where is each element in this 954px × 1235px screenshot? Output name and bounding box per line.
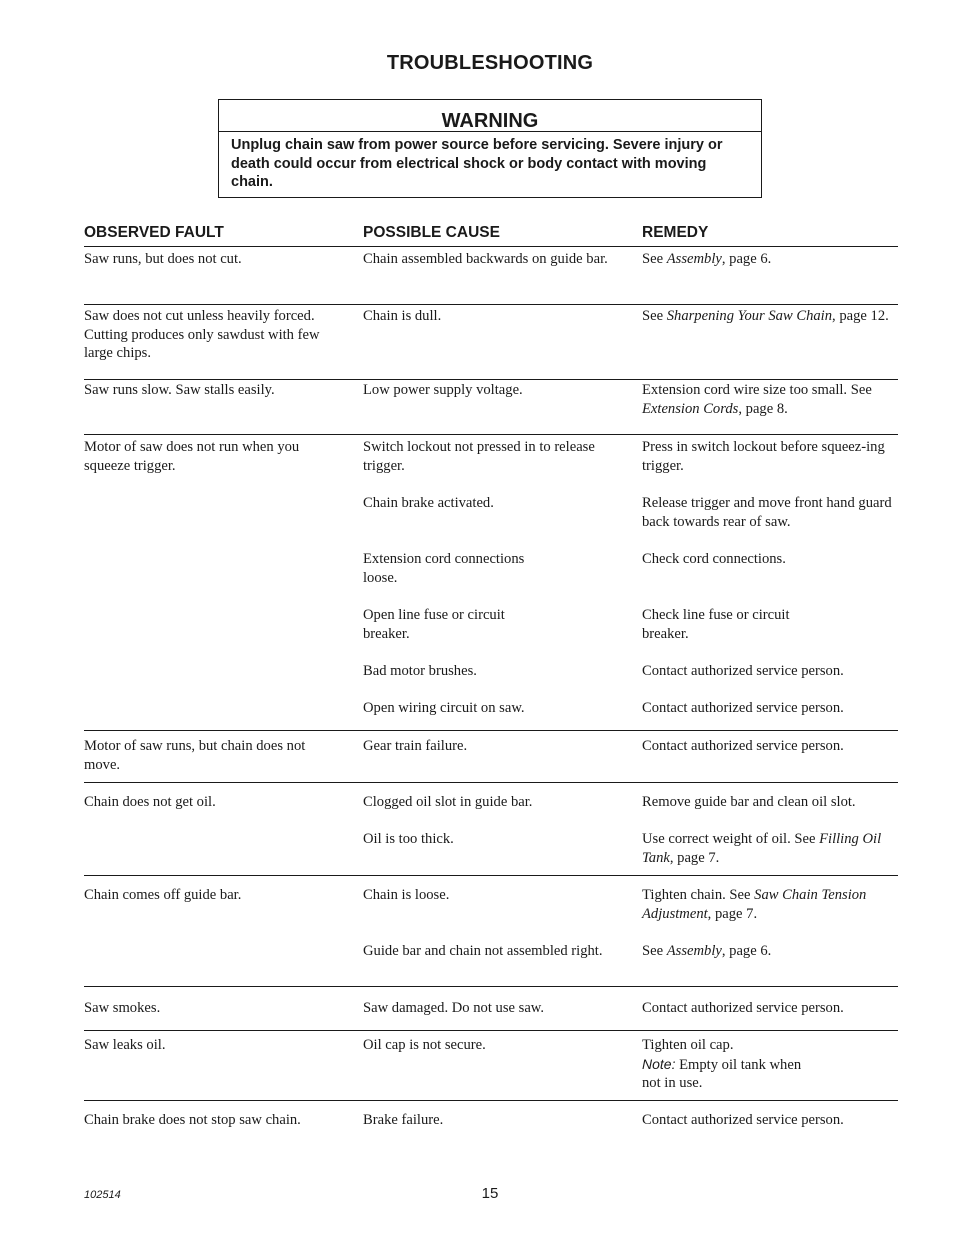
remedy-text: Check cord connections.: [642, 551, 786, 567]
remedy-text: See Assembly, page 6.: [642, 943, 772, 959]
header-observed-fault: OBSERVED FAULT: [84, 224, 224, 241]
cause-text: Chain assembled backwards on guide bar.: [363, 251, 608, 267]
header-divider: [84, 246, 898, 247]
remedy-text: Contact authorized service person.: [642, 700, 844, 716]
cause-text: Clogged oil slot in guide bar.: [363, 794, 533, 810]
cause-text: Bad motor brushes.: [363, 663, 477, 679]
cause-text: Guide bar and chain not assembled right.: [363, 943, 603, 959]
remedy-text: Contact authorized service person.: [642, 738, 844, 754]
remedy-text: Press in switch lockout before squeez-ing trigger.: [642, 439, 885, 474]
warning-text: Unplug chain saw from power source before servicing. Severe injury or death could occur from electrical shock or body contact with moving chain.: [231, 137, 723, 190]
row-divider: [84, 434, 898, 435]
remedy-text: See Sharpening Your Saw Chain, page 12.: [642, 308, 889, 324]
page-title: TROUBLESHOOTING: [386, 52, 594, 74]
fault-text: Saw smokes.: [84, 1000, 161, 1016]
document-code: 102514: [84, 1189, 121, 1201]
remedy-text: Remove guide bar and clean oil slot.: [642, 794, 856, 810]
cause-text: Low power supply voltage.: [363, 382, 523, 398]
warning-title: WARNING: [441, 110, 539, 132]
remedy-text: Tighten chain. See Saw Chain Tension Adjustment, page 7.: [642, 887, 867, 922]
fault-text: Chain comes off guide bar.: [84, 887, 242, 903]
fault-text: Saw does not cut unless heavily forced. Cutting produces only sawdust with few large chips.: [84, 308, 320, 361]
cause-text: Brake failure.: [363, 1112, 444, 1128]
row-divider: [84, 875, 898, 876]
warning-box: [218, 99, 762, 198]
fault-text: Motor of saw runs, but chain does not move.: [84, 738, 306, 773]
remedy-text: Check line fuse or circuit breaker.: [642, 607, 790, 642]
cause-text: Oil is too thick.: [363, 831, 454, 847]
cause-text: Saw damaged. Do not use saw.: [363, 1000, 545, 1016]
page-number: 15: [481, 1185, 499, 1202]
cause-text: Chain is dull.: [363, 308, 442, 324]
remedy-text: Contact authorized service person.: [642, 1000, 844, 1016]
row-divider: [84, 782, 898, 783]
remedy-text: Use correct weight of oil. See Filling Oil Tank, page 7.: [642, 831, 882, 866]
remedy-text: Contact authorized service person.: [642, 663, 844, 679]
cause-text: Switch lockout not pressed in to release trigger.: [363, 439, 595, 474]
header-remedy: REMEDY: [642, 224, 709, 241]
fault-text: Saw runs slow. Saw stalls easily.: [84, 382, 275, 398]
header-possible-cause: POSSIBLE CAUSE: [363, 224, 500, 241]
cause-text: Gear train failure.: [363, 738, 468, 754]
cause-text: Open line fuse or circuit breaker.: [363, 607, 505, 642]
row-divider: [84, 1100, 898, 1101]
remedy-text: Contact authorized service person.: [642, 1112, 844, 1128]
row-divider: [84, 304, 898, 305]
row-divider: [84, 1030, 898, 1031]
fault-text: Saw runs, but does not cut.: [84, 251, 242, 267]
fault-text: Saw leaks oil.: [84, 1037, 166, 1053]
remedy-text: Release trigger and move front hand guard back towards rear of saw.: [642, 495, 892, 530]
cause-text: Extension cord connections loose.: [363, 551, 525, 586]
warning-divider: [219, 131, 761, 132]
row-divider: [84, 986, 898, 987]
row-divider: [84, 379, 898, 380]
cause-text: Open wiring circuit on saw.: [363, 700, 525, 716]
cause-text: Chain is loose.: [363, 887, 450, 903]
remedy-text: See Assembly, page 6.: [642, 251, 772, 267]
row-divider: [84, 730, 898, 731]
fault-text: Chain does not get oil.: [84, 794, 216, 810]
cause-text: Chain brake activated.: [363, 495, 494, 511]
cause-text: Oil cap is not secure.: [363, 1037, 486, 1053]
remedy-text: Tighten oil cap. Note: Empty oil tank when not in use.: [642, 1037, 802, 1091]
fault-text: Motor of saw does not run when you squeeze trigger.: [84, 439, 300, 474]
remedy-text: Extension cord wire size too small. See Extension Cords, page 8.: [642, 382, 872, 417]
fault-text: Chain brake does not stop saw chain.: [84, 1112, 301, 1128]
